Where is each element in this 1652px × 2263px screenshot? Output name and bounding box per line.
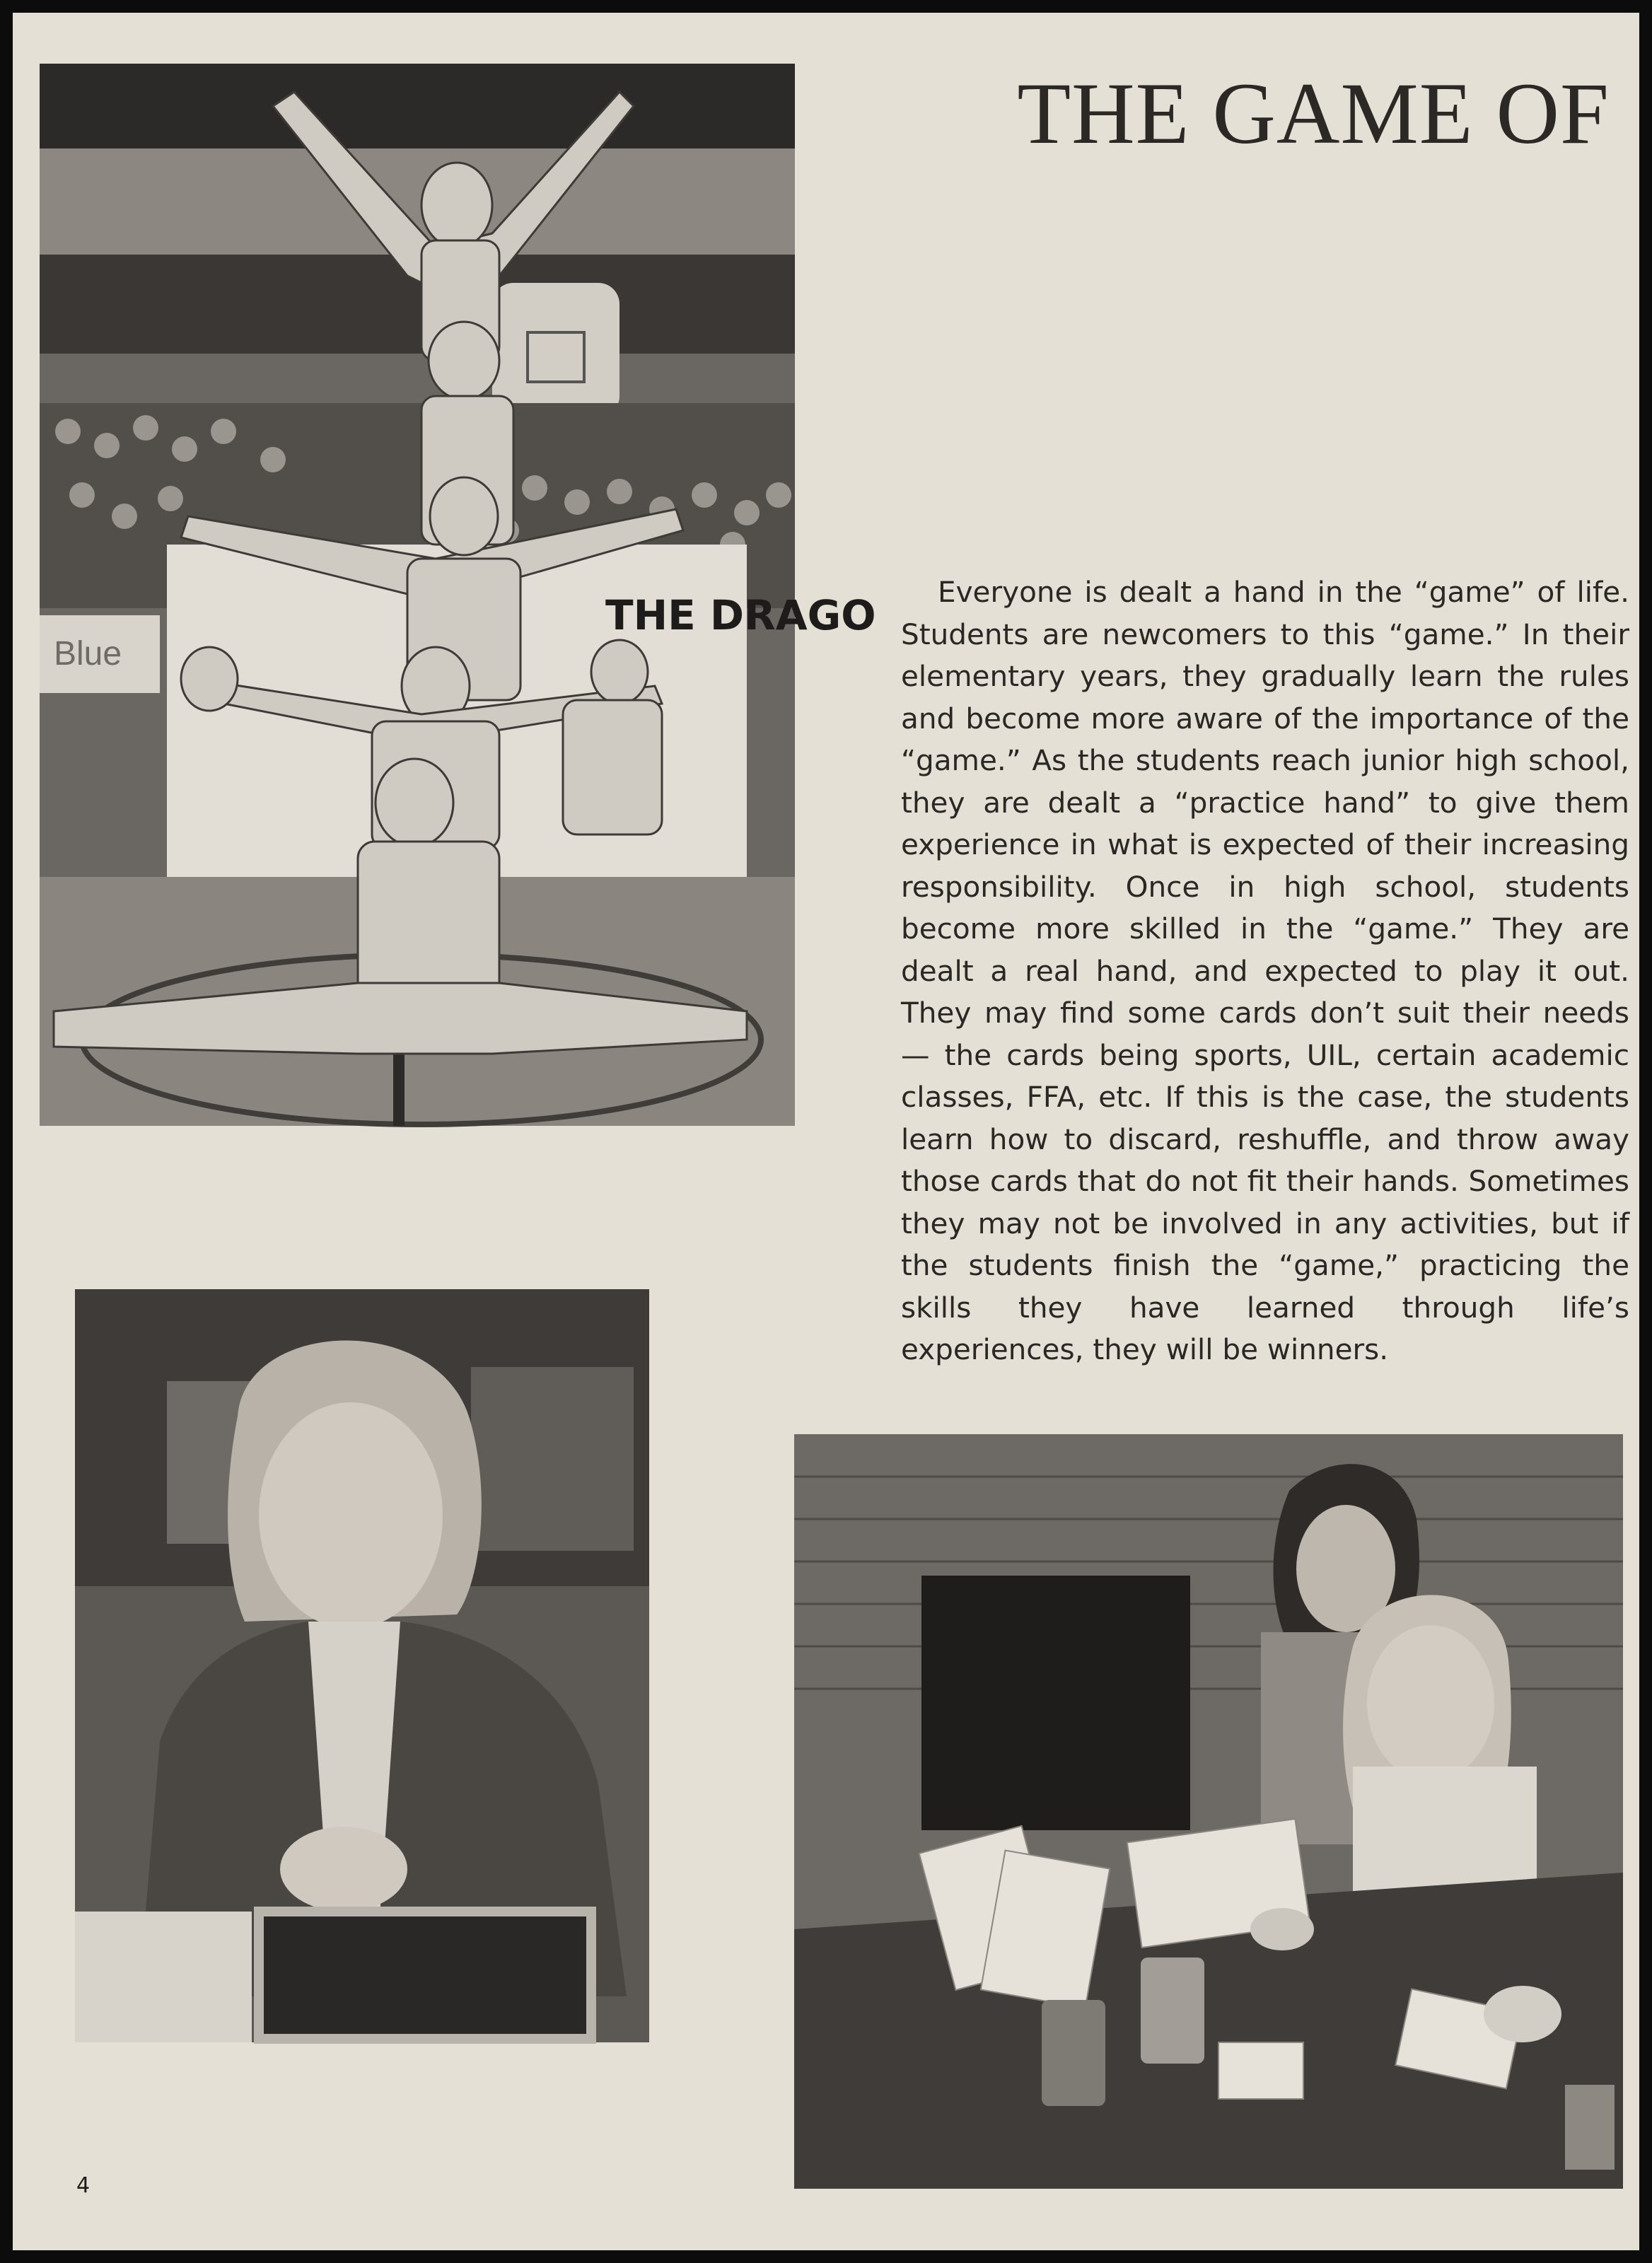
cheer-banner-text: THE DRAGO	[605, 591, 876, 639]
card-playing-illustration	[794, 1434, 1623, 2189]
smiling-student-illustration	[75, 1289, 649, 2042]
card-playing-photo	[794, 1434, 1623, 2189]
cheerleader-photo-illustration	[40, 64, 876, 1126]
smiling-student-photo	[75, 1289, 649, 2042]
page-number: 4	[76, 2173, 91, 2198]
cheer-sign-text: Blue	[54, 635, 122, 673]
cheerleader-pyramid-photo	[40, 64, 876, 1126]
page-title: THE GAME OF	[1017, 65, 1610, 162]
yearbook-page	[13, 13, 1639, 2250]
body-paragraph: Everyone is dealt a hand in the “game” of life. Students are newcomers to this “game.” In their elementary years, they gradually learn the rules and become more aware of the importance of the “game.” As the students reach junior high school, they are dealt a “practice hand” to give them experience in what is expected of their increasing responsibility. Once in high school, students become more skilled in the “game.” They are dealt a real hand, and expected to play it out. They may find some cards don’t suit their needs — the cards being sports, UIL, certain academic classes, FFA, etc. If this is the case, the students learn how to discard, reshuffle, and throw away those cards that do not fit their hands. Sometimes they may not be involved in any activities, but if the students finish the “game,” practicing the skills they have learned through life’s experiences, they will be winners.	[901, 575, 1629, 1366]
